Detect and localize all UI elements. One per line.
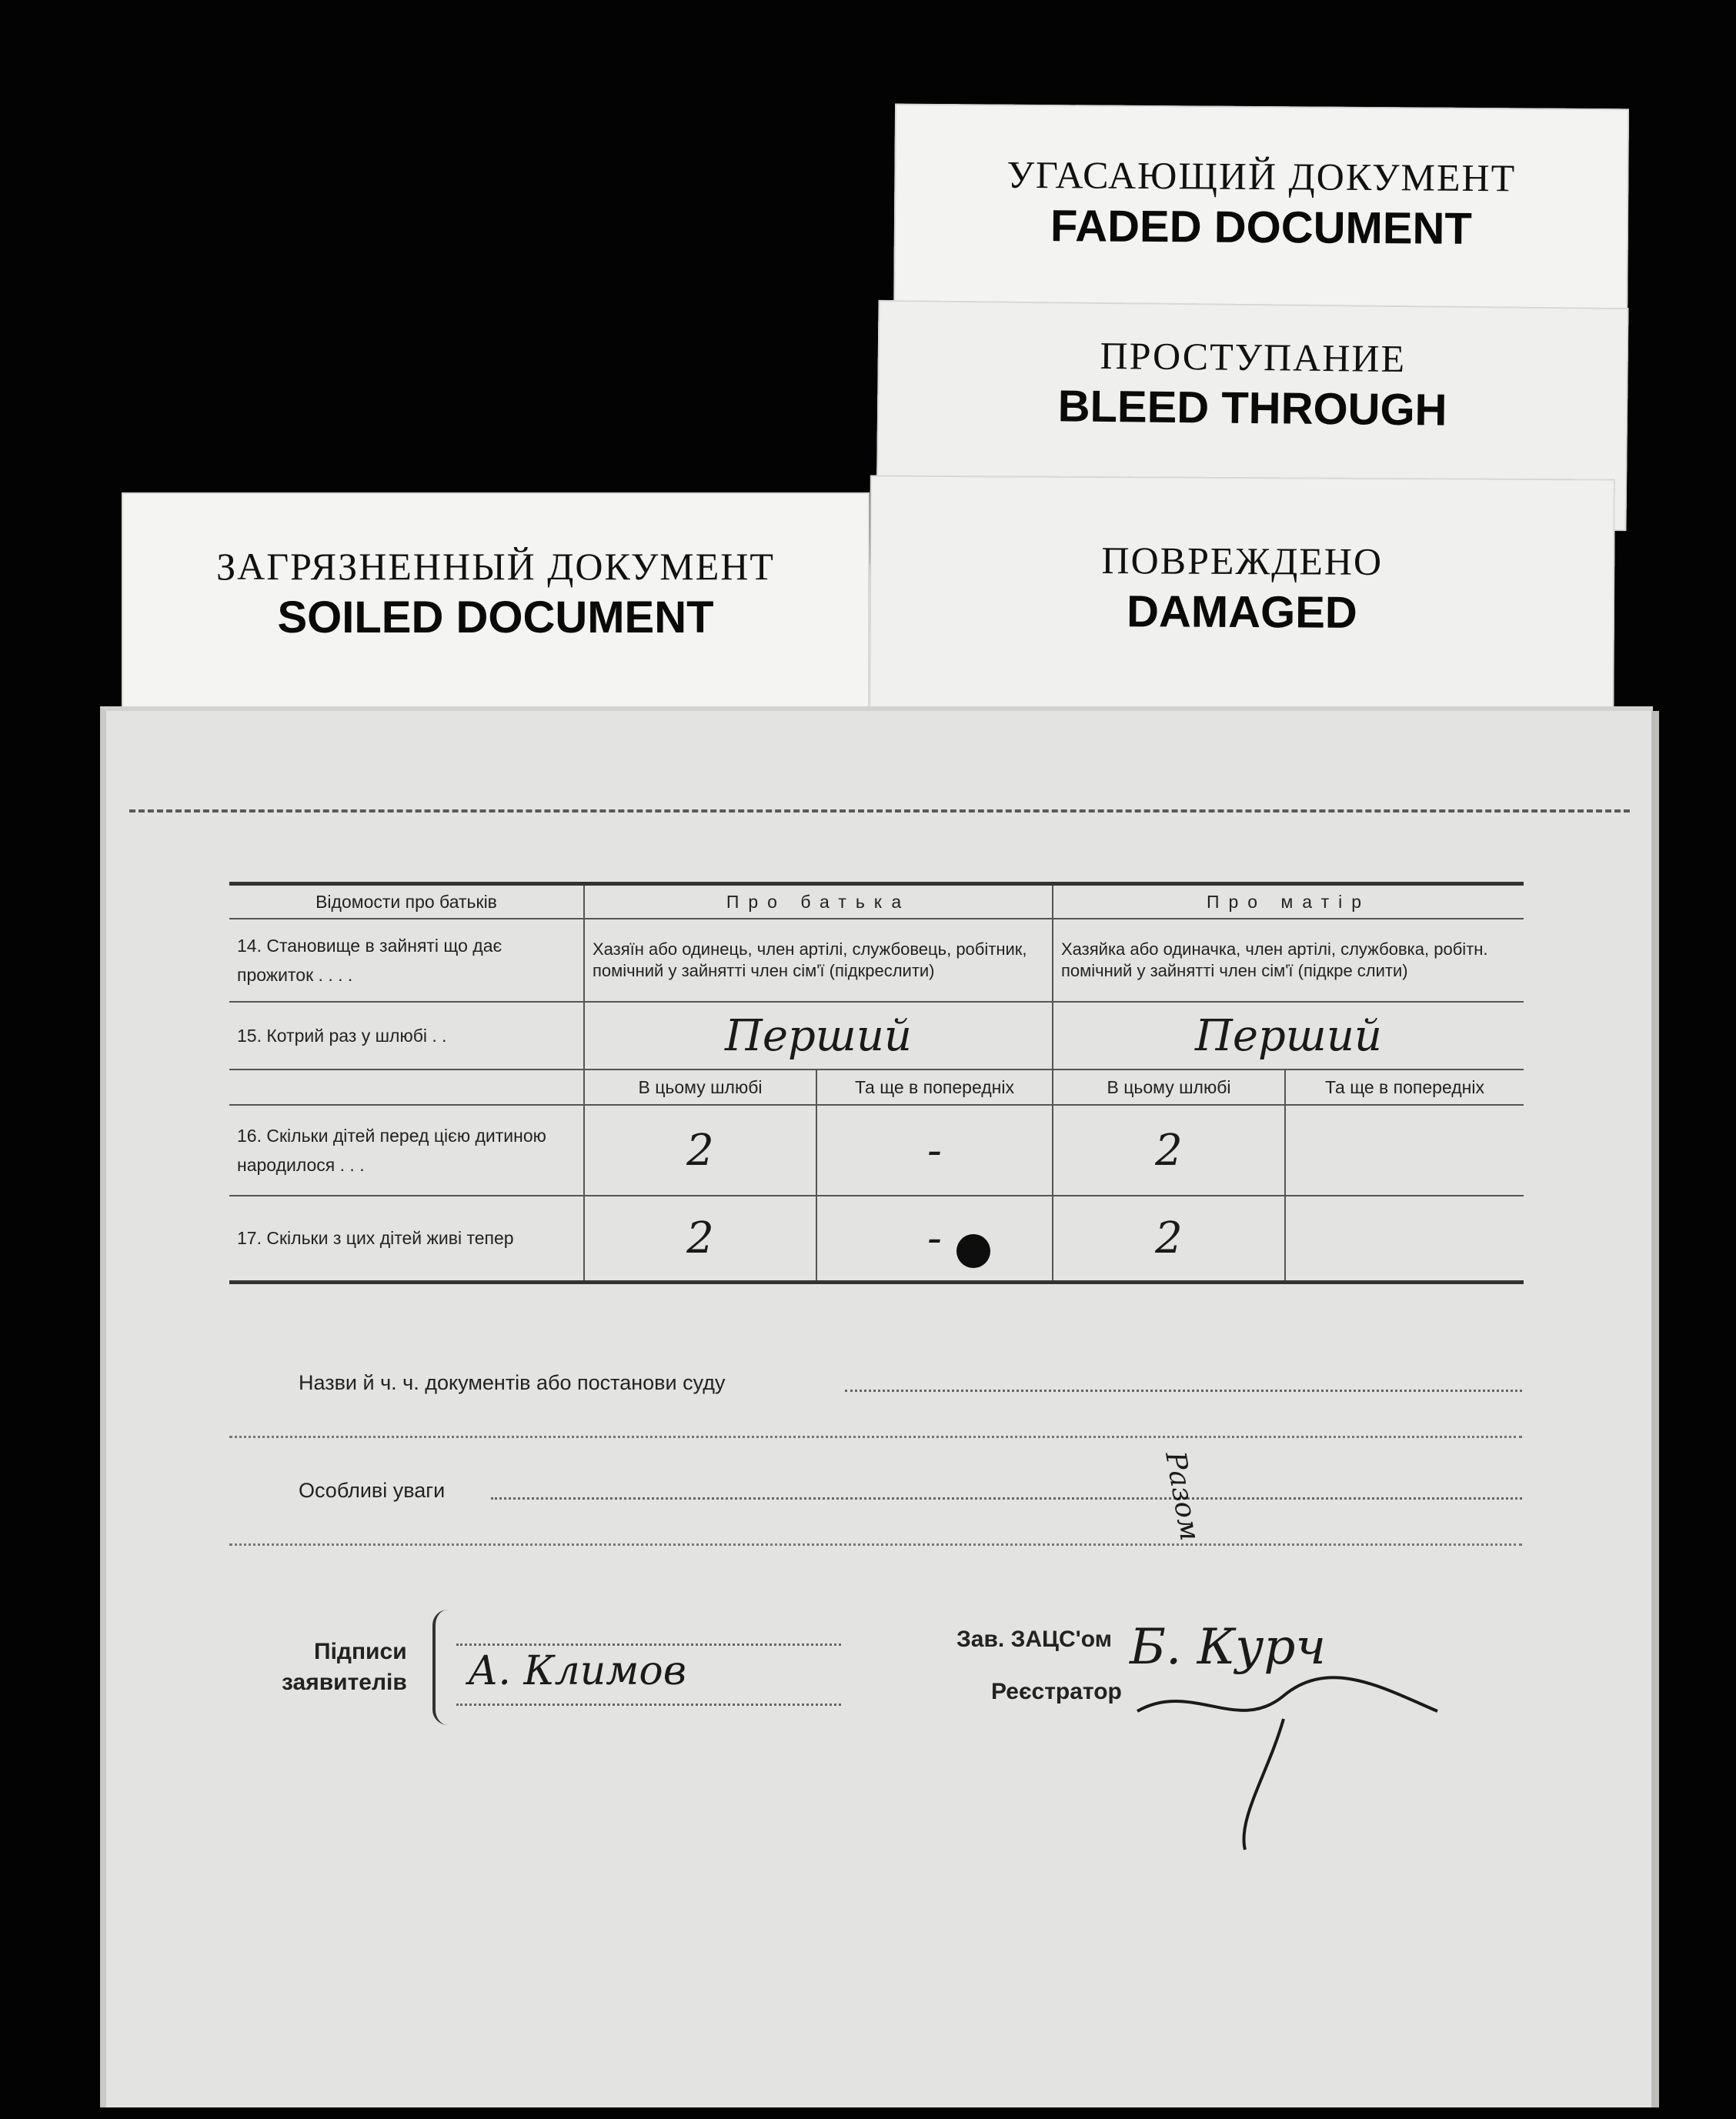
subheader-father-prev: Та ще в попередніх xyxy=(816,1070,1053,1105)
row17-value-1: 2 xyxy=(584,1196,816,1282)
margin-note: Разом xyxy=(1159,1449,1206,1543)
row17-label: 17. Скільки з цих дітей живі тепер xyxy=(229,1196,584,1282)
signatures-label-1: Підписи xyxy=(314,1639,407,1664)
subheader-spacer xyxy=(229,1070,584,1105)
registrar-signature-flourish xyxy=(1130,1665,1453,1865)
ink-blot xyxy=(956,1234,990,1268)
bleed-en-label: BLEED THROUGH xyxy=(1057,381,1447,435)
applicant-signature: А. Климов xyxy=(468,1648,686,1694)
subheader-mother-this: В цьому шлюбі xyxy=(1053,1070,1285,1105)
row17-value-3: 2 xyxy=(1053,1196,1285,1282)
damaged-card xyxy=(869,475,1615,732)
damaged-ru-label: ПОВРЕЖДЕНО xyxy=(1101,539,1384,583)
row16-value-2: - xyxy=(816,1105,1053,1196)
row16-label: 16. Скільки дітей перед цією дитиною народилося . . . xyxy=(229,1105,584,1196)
row15-label: 15. Котрий раз у шлюбі . . xyxy=(229,1002,584,1070)
row16-value-3: 2 xyxy=(1053,1105,1285,1196)
notes-field xyxy=(491,1497,1522,1500)
row17-value-2: - xyxy=(927,1213,942,1263)
row15-mother-value: Перший xyxy=(1053,1002,1524,1070)
soiled-en-label: SOILED DOCUMENT xyxy=(277,592,714,642)
faded-en-label: FADED DOCUMENT xyxy=(1050,201,1473,254)
signatures-brace xyxy=(432,1610,451,1725)
parents-info-table xyxy=(229,882,1524,1284)
faded-ru-label: УГАСАЮЩИЙ ДОКУМЕНТ xyxy=(1007,152,1517,200)
documents-field xyxy=(845,1390,1522,1392)
perforation-line xyxy=(129,809,1630,813)
applicant-signature-line-2 xyxy=(456,1704,841,1706)
header-parents-info: Відомости про батьків xyxy=(229,884,584,919)
head-signature: Б. Курч xyxy=(1130,1619,1327,1676)
soiled-ru-label: ЗАГРЯЗНЕННЫЙ ДОКУМЕНТ xyxy=(216,545,775,588)
header-father: Про батька xyxy=(584,884,1053,919)
applicant-signature-line-1 xyxy=(456,1643,841,1646)
row16-value-4 xyxy=(1285,1105,1524,1196)
registrar-label: Реєстратор xyxy=(991,1679,1122,1704)
damaged-en-label: DAMAGED xyxy=(1126,586,1357,638)
row14-label: 14. Становище в зайняті що дає прожиток . . . . xyxy=(229,919,584,1002)
row17-value-4 xyxy=(1285,1196,1524,1282)
bleed-ru-label: ПРОСТУПАНИЕ xyxy=(1100,333,1407,381)
subheader-mother-prev: Та ще в попередніх xyxy=(1285,1070,1524,1105)
header-mother: Про матір xyxy=(1053,884,1524,919)
head-label: Зав. ЗАЦС'ом xyxy=(956,1627,1112,1652)
documents-field-line-2 xyxy=(229,1436,1522,1438)
subheader-father-this: В цьому шлюбі xyxy=(584,1070,816,1105)
row17-value-2-cell xyxy=(816,1196,1053,1282)
row15-father-value: Перший xyxy=(584,1002,1053,1070)
notes-field-line-2 xyxy=(229,1543,1522,1546)
registry-form-sheet xyxy=(100,706,1653,2107)
documents-label: Назви й ч. ч. документів або постанови суду xyxy=(299,1371,726,1394)
row14-father-options: Хазяїн або одинець, член артілі, службовець, робітник, помічний у зайнятті член сім'ї (підкреслити) xyxy=(584,919,1053,1002)
row16-value-1: 2 xyxy=(584,1105,816,1196)
notes-label: Особливі уваги xyxy=(299,1479,446,1502)
row14-mother-options: Хазяйка або одиначка, член артілі, службовка, робітн. помічний у зайнятті член сім'ї (підкре слити) xyxy=(1053,919,1524,1002)
signatures-label-2: заявителів xyxy=(282,1670,407,1695)
